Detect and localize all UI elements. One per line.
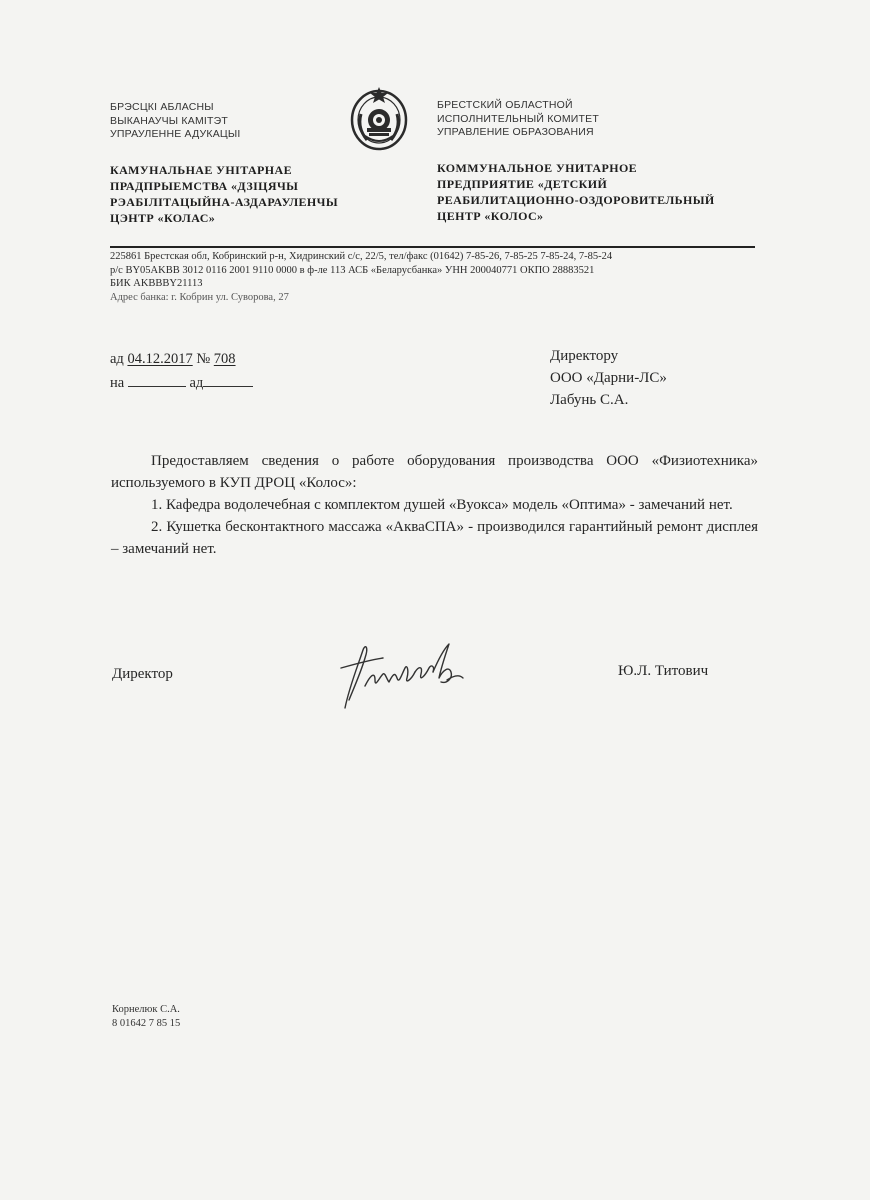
list-item: 2. Кушетка бесконтактного массажа «АкваСПА» - производился гарантийный ремонт дисплея – замечаний нет. xyxy=(111,519,758,557)
org-name-line: КОММУНАЛЬНОЕ УНИТАРНОЕ xyxy=(437,161,638,175)
organization-name-ru xyxy=(437,160,715,224)
executor-block xyxy=(112,1003,180,1031)
header-right-line: УПРАВЛЕНИЕ ОБРАЗОВАНИЯ xyxy=(437,126,594,138)
org-name-line: РЭАБIЛIТАЦЫЙНА-АЗДАРАУЛЕНЧЫ xyxy=(110,195,339,209)
intro-paragraph: Предоставляем сведения о работе оборудования производства ООО «Физиотехника» используемого в КУП ДРОЦ «Колос»: xyxy=(111,453,758,491)
header-divider xyxy=(110,246,755,248)
header-right-authority xyxy=(437,99,777,140)
ref-prefix: ад xyxy=(110,351,124,367)
executor-phone: 8 01642 7 85 15 xyxy=(112,1018,181,1029)
org-name-line: ЦЕНТР «КОЛОС» xyxy=(437,209,544,223)
state-emblem-icon xyxy=(347,84,411,152)
ref-number-sign: № xyxy=(196,351,211,367)
org-name-line: ПРАДПРЫЕМСТВА «ДЗIЦЯЧЫ xyxy=(110,179,299,193)
addressee-title: Директору xyxy=(550,348,619,364)
header-left-line: ВЫКАНАУЧЫ КАМIТЭТ xyxy=(110,114,228,127)
signer-title: Директор xyxy=(112,666,173,682)
bik-line: БИК AKBBBY21113 xyxy=(110,278,203,289)
executor-name: Корнелюк С.А. xyxy=(112,1004,180,1015)
address-line: 225861 Брестская обл, Кобринский р-н, Хидринский с/с, 22/5, тел/факс (01642) 7-85-26, 7-85-25 7-85-24, 7-85-24 xyxy=(110,251,613,262)
account-line: р/с BY05AKBB 3012 0116 2001 9110 0000 в ф-ле 113 АСБ «Беларусбанка» УНН 200040771 ОКПО 28883521 xyxy=(110,264,595,276)
outgoing-reference xyxy=(110,347,253,395)
header-left-line: БРЭСЦКI АБЛАСНЫ xyxy=(110,101,214,113)
signer-name: Ю.Л. Титович xyxy=(618,663,709,679)
reply-number-blank xyxy=(203,372,253,387)
org-name-line: КАМУНАЛЬНАЕ УНIТАРНАЕ xyxy=(110,163,292,177)
reply-prefix: на xyxy=(110,375,125,391)
header-left-line: УПРАУЛЕННЕ АДУКАЦЫI xyxy=(110,128,241,140)
header-right-line: ИСПОЛНИТЕЛЬНЫЙ КОМИТЕТ xyxy=(437,112,599,125)
org-name-line: ПРЕДПРИЯТИЕ «ДЕТСКИЙ xyxy=(437,177,608,191)
org-name-line: РЕАБИЛИТАЦИОННО-ОЗДОРОВИТЕЛЬНЫЙ xyxy=(437,193,715,207)
reply-mid: ад xyxy=(189,375,204,391)
ref-date: 04.12.2017 xyxy=(127,351,193,367)
header-left-authority xyxy=(110,101,340,142)
ref-number: 708 xyxy=(213,351,236,367)
addressee-person: Лабунь С.А. xyxy=(550,392,629,408)
list-item: 1. Кафедра водолечебная с комплектом душей «Вуокса» модель «Оптима» - замечаний нет. xyxy=(151,497,733,513)
org-name-line: ЦЭНТР «КОЛАС» xyxy=(110,211,216,225)
bank-address-line: Адрес банка: г. Кобрин ул. Суворова, 27 xyxy=(110,291,289,303)
addressee-company: ООО «Дарни-ЛС» xyxy=(550,370,667,386)
letter-body xyxy=(111,450,758,560)
reply-date-blank xyxy=(128,372,186,387)
header-right-line: БРЕСТСКИЙ ОБЛАСТНОЙ xyxy=(437,99,573,111)
addressee-block xyxy=(550,345,667,411)
handwritten-signature-icon xyxy=(335,638,475,716)
organization-name-be xyxy=(110,162,338,226)
requisites-block xyxy=(110,250,770,304)
